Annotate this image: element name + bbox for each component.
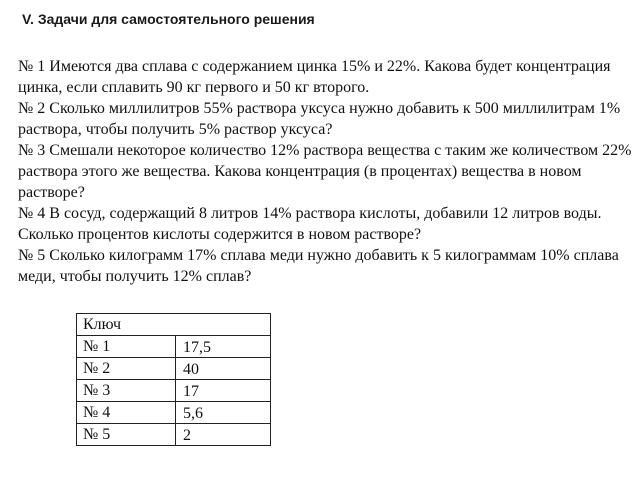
answer-key-label: № 4: [77, 402, 176, 424]
section-title: V. Задачи для самостоятельного решения: [22, 11, 315, 27]
answer-key-header: Ключ: [77, 314, 271, 336]
answer-key-label: № 2: [77, 358, 176, 380]
answer-key-row: [77, 402, 271, 424]
problem-3: № 3 Смешали некоторое количество 12% раствора вещества с таким же количеством 22% раствора этого же вещества. Какова концентрация (в процентах) вещества в новом растворе?: [18, 142, 632, 201]
answer-value: 17: [183, 382, 199, 400]
problem-4: № 4 В сосуд, содержащий 8 литров 14% раствора кислоты, добавили 12 литров воды. Сколько процентов кислоты содержится в новом растворе?: [18, 205, 602, 243]
answer-value: 5,6: [183, 404, 203, 422]
answer-key-label: № 3: [77, 380, 176, 402]
answer-value: 2: [183, 426, 191, 444]
answer-key-row: [77, 424, 271, 446]
problem-1: № 1 Имеются два сплава с содержанием цинка 15% и 22%. Какова будет концентрация цинка, если сплавить 90 кг первого и 50 кг второго.: [18, 58, 611, 96]
answer-key-value: [176, 358, 271, 380]
answer-key-label: № 1: [77, 336, 176, 358]
problem-5: № 5 Сколько килограмм 17% сплава меди нужно добавить к 5 килограммам 10% сплава меди, чтобы получить 12% сплав?: [18, 247, 619, 285]
answer-key-row: [77, 380, 271, 402]
answer-key-header-row: [77, 314, 271, 336]
answer-key-row: [77, 336, 271, 358]
answer-key-value: [176, 380, 271, 402]
problem-2: № 2 Сколько миллилитров 55% раствора уксуса нужно добавить к 500 миллилитрам 1% раствора, чтобы получить 5% раствор уксуса?: [18, 100, 621, 138]
answer-key-value: [176, 424, 271, 446]
answer-value: 17,5: [183, 338, 211, 356]
answer-key-value: [176, 336, 271, 358]
answer-key-table: [76, 313, 271, 446]
problem-list: [18, 56, 633, 287]
answer-key-label: № 5: [77, 424, 176, 446]
answer-value: 40: [183, 360, 199, 378]
answer-key-value: [176, 402, 271, 424]
answer-key-row: [77, 358, 271, 380]
